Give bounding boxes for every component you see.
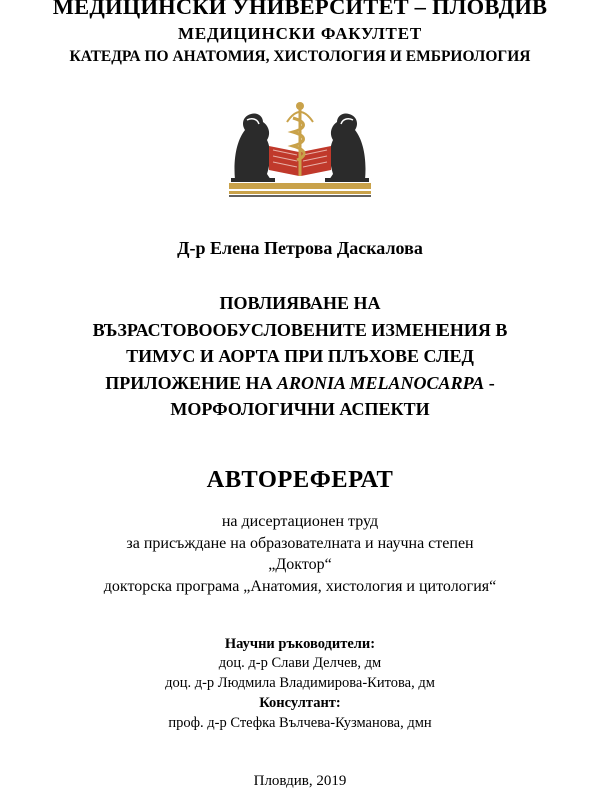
right-lion-icon — [325, 113, 369, 182]
left-lion-icon — [231, 113, 275, 182]
supervisor-name: доц. д-р Людмила Владимирова-Китова, дм — [165, 675, 435, 691]
supervisors-heading: Научни ръководители: — [224, 636, 376, 652]
purpose-line-4: докторска програма „Анатомия, хистология и цитология“ — [103, 577, 497, 595]
department-name: КАТЕДРА ПО АНАТОМИЯ, ХИСТОЛОГИЯ И ЕМБРИОЛОГИЯ — [69, 48, 531, 65]
title-line-4-suffix: - — [484, 372, 495, 393]
document-genre: АВТОРЕФЕРАТ — [206, 466, 394, 493]
purpose-line-1: на дисертационен труд — [221, 513, 379, 530]
author-name: Д-р Елена Петрова Даскалова — [177, 238, 423, 258]
consultant-name: проф. д-р Стефка Вълчева-Кузманова, дмн — [168, 715, 432, 731]
title-line-4-prefix: ПРИЛОЖЕНИЕ НА — [105, 372, 278, 393]
species-name: ARONIA MELANOCARPA — [277, 372, 485, 393]
university-emblem-icon — [227, 88, 373, 200]
title-line-4 — [0, 370, 600, 397]
purpose-line-3: „Доктор“ — [268, 556, 332, 573]
dissertation-title — [0, 290, 600, 423]
purpose-block — [0, 511, 600, 597]
university-name: МЕДИЦИНСКИ УНИВЕРСИТЕТ – ПЛОВДИВ — [52, 0, 548, 19]
purpose-line-2: за присъждане на образователната и научна степен — [126, 534, 474, 552]
place-and-year: Пловдив, 2019 — [253, 773, 347, 789]
emblem-base — [229, 183, 371, 189]
faculty-name: МЕДИЦИНСКИ ФАКУЛТЕТ — [178, 24, 422, 43]
title-line-1: ПОВЛИЯВАНЕ НА — [219, 293, 381, 313]
title-line-2: ВЪЗРАСТОВООБУСЛОВЕНИТЕ ИЗМЕНЕНИЯ В — [92, 319, 508, 340]
title-line-5: МОРФОЛОГИЧНИ АСПЕКТИ — [170, 399, 430, 419]
title-line-3: ТИМУС И АОРТА ПРИ ПЛЪХОВЕ СЛЕД — [126, 346, 474, 366]
consultant-heading: Консултант: — [259, 695, 341, 711]
supervisor-name: доц. д-р Слави Делчев, дм — [218, 655, 382, 671]
